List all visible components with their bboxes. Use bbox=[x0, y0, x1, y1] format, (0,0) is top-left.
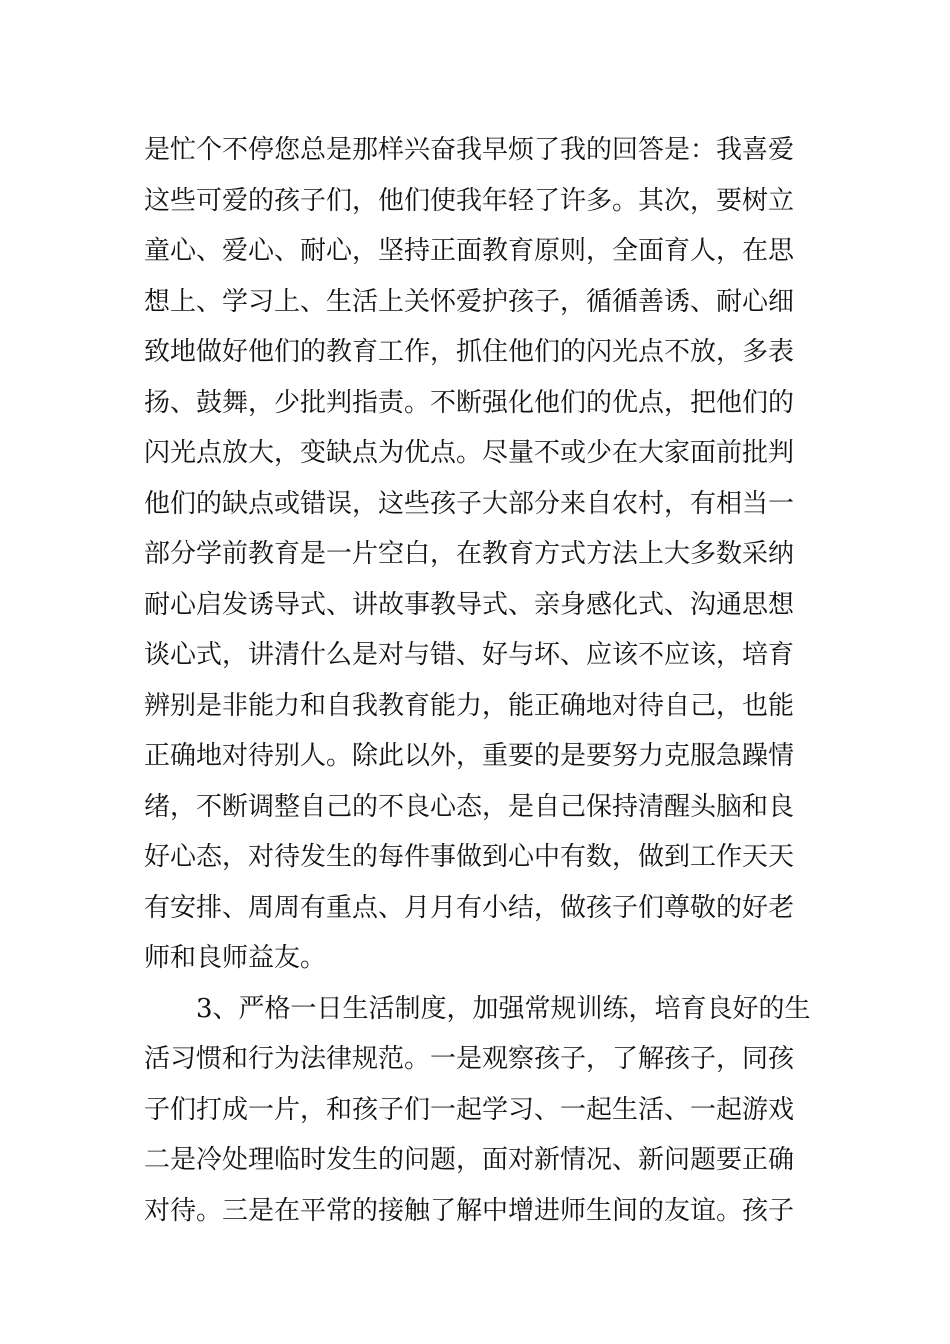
text-line: 部分学前教育是一片空白，在教育方式方法上大多数采纳 bbox=[144, 539, 795, 569]
text-line: 辨别是非能力和自我教育能力，能正确地对待自己，也能 bbox=[144, 690, 795, 721]
text-line: 这些可爱的孩子们，他们使我年轻了许多。其次，要树立 bbox=[144, 185, 795, 216]
text-line: 师和良师益友。 bbox=[144, 943, 327, 973]
text-line: 扬、鼓舞，少批判指责。不断强化他们的优点，把他们的 bbox=[144, 387, 795, 418]
text-line: 童心、爱心、耐心，坚持正面教育原则，全面育人，在思 bbox=[144, 236, 795, 266]
text-line: 他们的缺点或错误，这些孩子大部分来自农村，有相当一 bbox=[144, 488, 795, 519]
paragraph-start-line: 3、严格一日生活制度，加强常规训练，培育良好的生 bbox=[196, 993, 811, 1024]
text-line: 闪光点放大，变缺点为优点。尽量不或少在大家面前批判 bbox=[144, 438, 795, 468]
text-line: 对待。三是在平常的接触了解中增进师生间的友谊。孩子 bbox=[144, 1195, 795, 1226]
text-line: 是忙个不停您总是那样兴奋我早烦了我的回答是：我喜爱 bbox=[144, 135, 795, 165]
text-line: 活习惯和行为法律规范。一是观察孩子，了解孩子，同孩 bbox=[144, 1044, 795, 1074]
text-line: 谈心式，讲清什么是对与错、好与坏、应该不应该，培育 bbox=[144, 640, 795, 670]
body-text bbox=[144, 125, 814, 1236]
text-line: 绪，不断调整自己的不良心态，是自己保持清醒头脑和良 bbox=[144, 791, 795, 822]
text-line: 有安排、周周有重点、月月有小结，做孩子们尊敬的好老 bbox=[144, 892, 795, 923]
text-line: 正确地对待别人。除此以外，重要的是要努力克服急躁情 bbox=[144, 741, 795, 771]
text-line: 想上、学习上、生活上关怀爱护孩子，循循善诱、耐心细 bbox=[144, 286, 795, 317]
text-line: 子们打成一片，和孩子们一起学习、一起生活、一起游戏 bbox=[144, 1094, 795, 1125]
text-line: 二是冷处理临时发生的问题，面对新情况、新问题要正确 bbox=[144, 1145, 795, 1175]
text-line: 耐心启发诱导式、讲故事教导式、亲身感化式、沟通思想 bbox=[144, 589, 795, 620]
text-line: 致地做好他们的教育工作，抓住他们的闪光点不放，多表 bbox=[144, 337, 795, 367]
text-line: 好心态，对待发生的每件事做到心中有数，做到工作天天 bbox=[144, 842, 795, 872]
